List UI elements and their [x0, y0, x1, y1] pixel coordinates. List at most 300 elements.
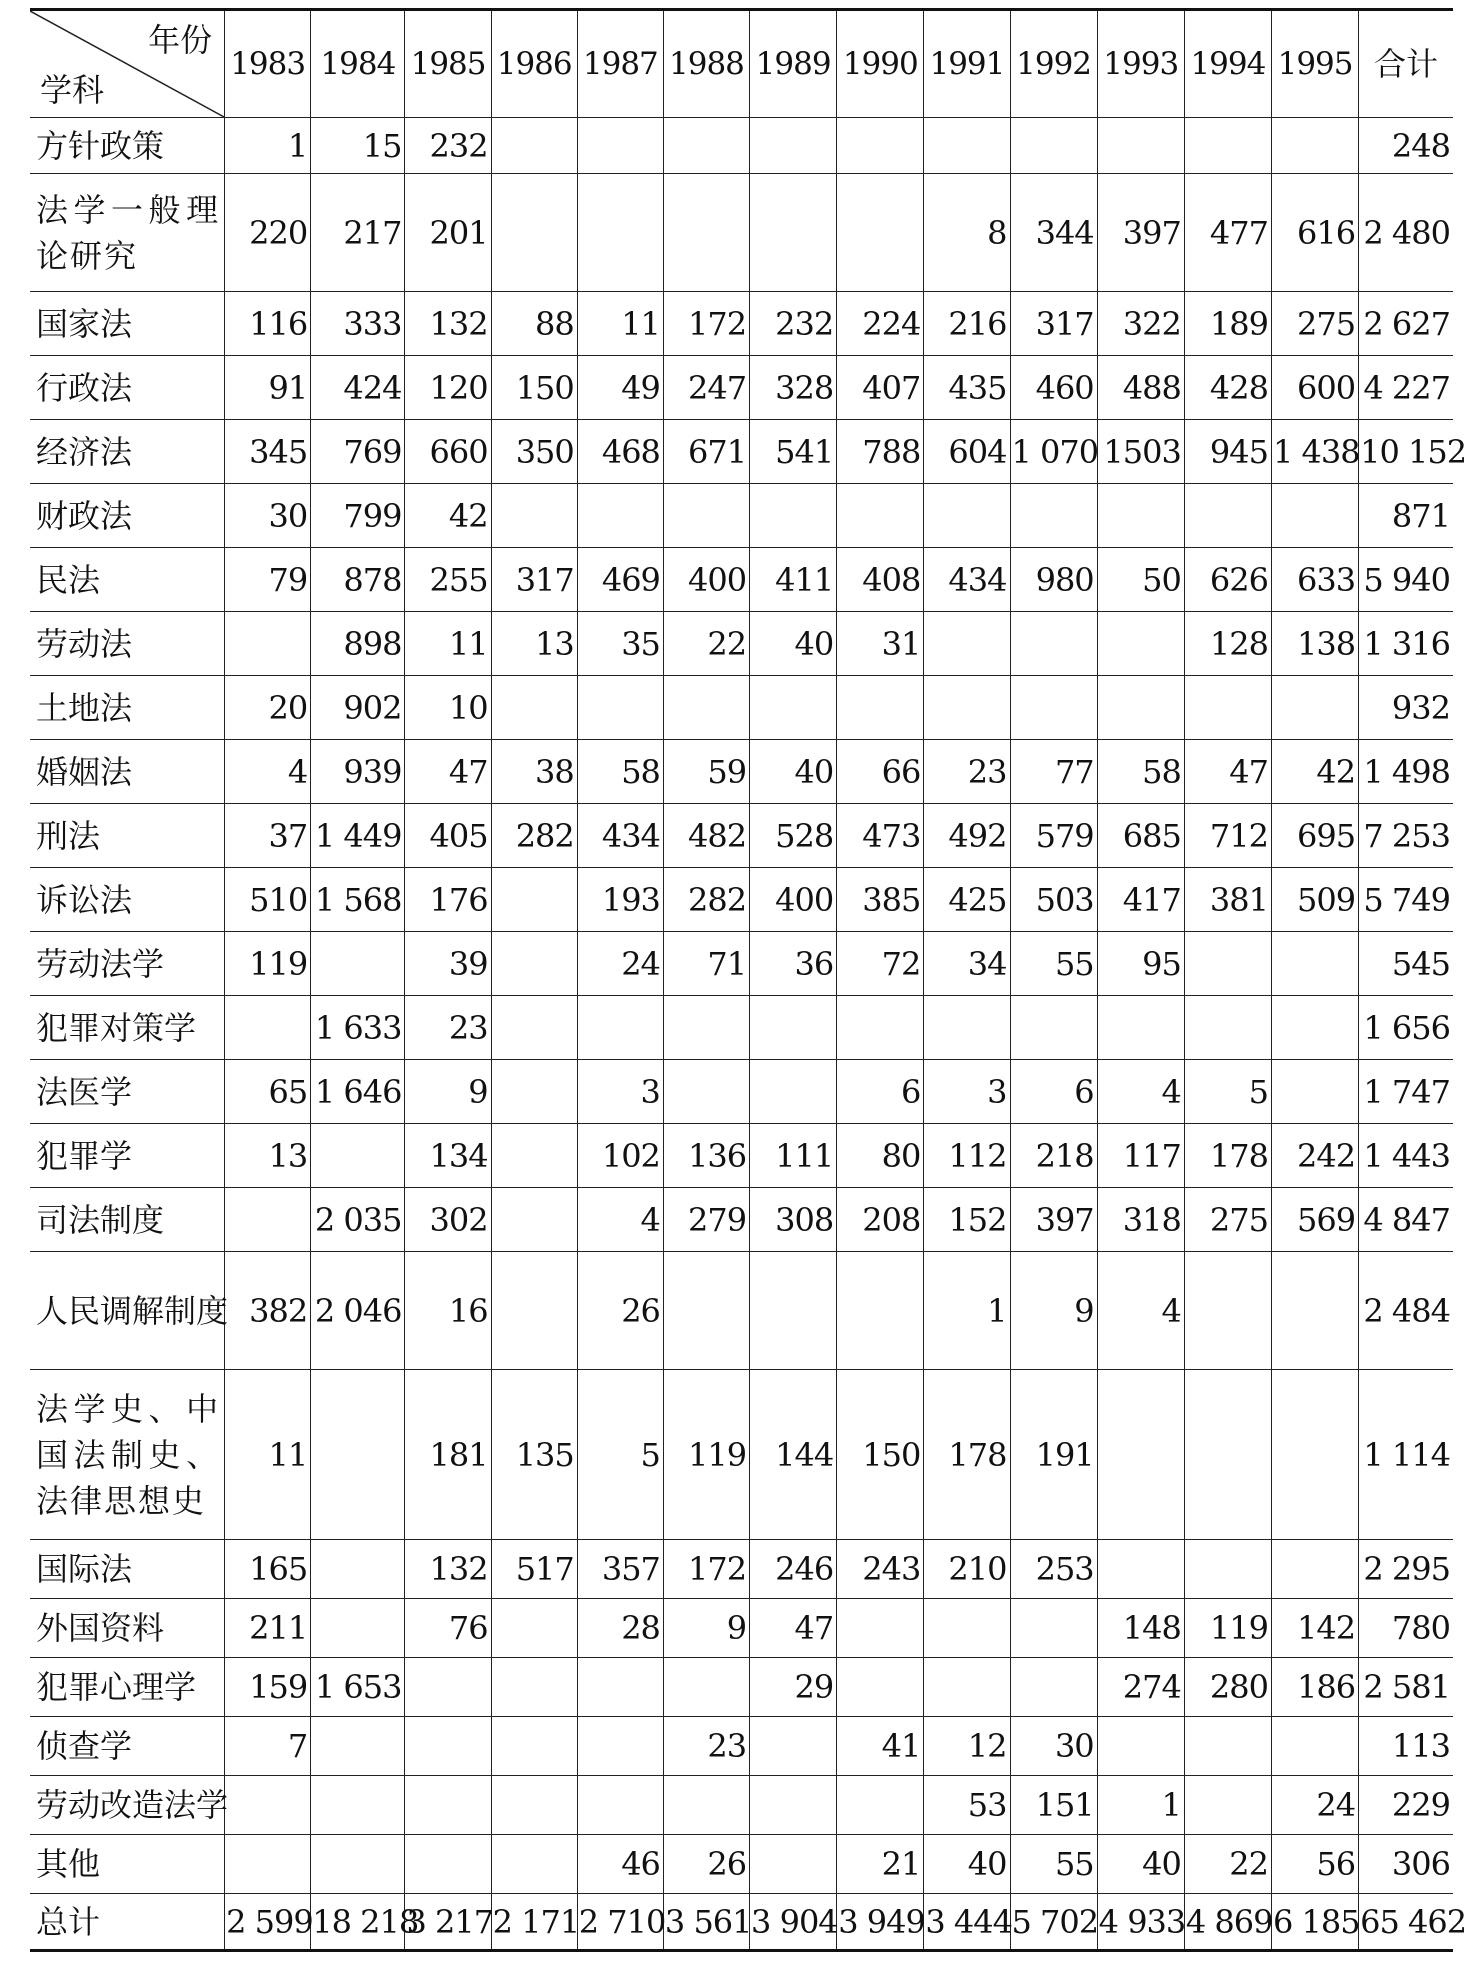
value-cell: 1 — [225, 118, 311, 174]
year-header: 1987 — [577, 10, 663, 118]
row-total-cell: 5 749 — [1359, 868, 1453, 932]
subject-cell: 犯罪对策学 — [30, 996, 225, 1060]
value-cell: 13 — [491, 612, 577, 676]
table-body — [30, 118, 1467, 1894]
value-cell — [577, 174, 663, 292]
table-row — [30, 804, 1453, 868]
value-cell: 151 — [1010, 1776, 1097, 1835]
value-cell: 159 — [225, 1658, 311, 1717]
value-cell: 503 — [1010, 868, 1097, 932]
subject-cell: 犯罪心理学 — [30, 1658, 225, 1717]
value-cell: 46 — [577, 1835, 663, 1894]
value-cell — [577, 676, 663, 740]
value-cell: 21 — [837, 1835, 924, 1894]
value-cell: 95 — [1097, 932, 1184, 996]
value-cell: 509 — [1271, 868, 1358, 932]
value-cell: 408 — [837, 548, 924, 612]
value-cell: 142 — [1271, 1599, 1358, 1658]
grand-total-value: 4 933 — [1097, 1894, 1184, 1951]
value-cell: 695 — [1271, 804, 1358, 868]
grand-total-value: 3 561 — [663, 1894, 749, 1951]
value-cell: 8 — [924, 174, 1010, 292]
value-cell — [491, 484, 577, 548]
corner-header-cell — [30, 10, 225, 118]
value-cell: 208 — [837, 1188, 924, 1252]
value-cell: 49 — [577, 356, 663, 420]
value-cell: 435 — [924, 356, 1010, 420]
table-row — [30, 1776, 1453, 1835]
subject-cell: 其他 — [30, 1835, 225, 1894]
grand-total-value: 4 869 — [1184, 1894, 1271, 1951]
value-cell — [1271, 932, 1358, 996]
value-cell: 224 — [837, 292, 924, 356]
value-cell — [491, 932, 577, 996]
value-cell — [837, 1776, 924, 1835]
value-cell: 6 — [837, 1060, 924, 1124]
value-cell: 302 — [405, 1188, 491, 1252]
value-cell — [1271, 676, 1358, 740]
grand-total-value: 3 444 — [924, 1894, 1010, 1951]
value-cell — [405, 1717, 491, 1776]
value-cell: 59 — [663, 740, 749, 804]
value-cell: 20 — [225, 676, 311, 740]
value-cell — [750, 676, 837, 740]
value-cell — [311, 1717, 405, 1776]
table-row — [30, 1717, 1453, 1776]
value-cell: 232 — [750, 292, 837, 356]
value-cell: 246 — [750, 1540, 837, 1599]
value-cell: 55 — [1010, 1835, 1097, 1894]
value-cell: 9 — [405, 1060, 491, 1124]
value-cell — [311, 1776, 405, 1835]
value-cell — [663, 174, 749, 292]
value-cell — [491, 1776, 577, 1835]
value-cell: 424 — [311, 356, 405, 420]
value-cell: 434 — [577, 804, 663, 868]
value-cell: 381 — [1184, 868, 1271, 932]
value-cell — [1184, 1252, 1271, 1370]
value-cell: 317 — [491, 548, 577, 612]
subject-cell: 婚姻法 — [30, 740, 225, 804]
corner-subject-label: 学科 — [40, 71, 105, 109]
value-cell: 488 — [1097, 356, 1184, 420]
value-cell: 4 — [1097, 1252, 1184, 1370]
value-cell: 317 — [1010, 292, 1097, 356]
value-cell — [491, 1658, 577, 1717]
subject-cell: 国家法 — [30, 292, 225, 356]
value-cell: 482 — [663, 804, 749, 868]
value-cell — [1184, 676, 1271, 740]
value-cell: 473 — [837, 804, 924, 868]
value-cell — [750, 118, 837, 174]
value-cell: 134 — [405, 1124, 491, 1188]
value-cell — [1271, 996, 1358, 1060]
subject-cell: 经济法 — [30, 420, 225, 484]
value-cell: 11 — [225, 1370, 311, 1540]
value-cell: 344 — [1010, 174, 1097, 292]
table-row — [30, 932, 1453, 996]
grand-total-sum: 65 462 — [1359, 1894, 1453, 1951]
value-cell: 13 — [225, 1124, 311, 1188]
row-total-cell: 306 — [1359, 1835, 1453, 1894]
value-cell — [491, 676, 577, 740]
value-cell: 58 — [577, 740, 663, 804]
value-cell — [491, 174, 577, 292]
table-row — [30, 1124, 1453, 1188]
value-cell: 279 — [663, 1188, 749, 1252]
value-cell — [1097, 1717, 1184, 1776]
value-cell: 41 — [837, 1717, 924, 1776]
value-cell: 939 — [311, 740, 405, 804]
value-cell: 382 — [225, 1252, 311, 1370]
grand-total-row — [30, 1894, 1453, 1951]
table-row — [30, 1060, 1453, 1124]
value-cell: 2 046 — [311, 1252, 405, 1370]
value-cell — [491, 1124, 577, 1188]
value-cell — [1184, 484, 1271, 548]
value-cell — [750, 1060, 837, 1124]
year-header: 1993 — [1097, 10, 1184, 118]
value-cell — [1097, 612, 1184, 676]
value-cell: 186 — [1271, 1658, 1358, 1717]
year-header: 1995 — [1271, 10, 1358, 118]
value-cell: 40 — [924, 1835, 1010, 1894]
value-cell: 220 — [225, 174, 311, 292]
subject-cell: 诉讼法 — [30, 868, 225, 932]
row-total-cell: 1 443 — [1359, 1124, 1453, 1188]
row-total-cell: 545 — [1359, 932, 1453, 996]
value-cell — [1097, 996, 1184, 1060]
value-cell: 172 — [663, 1540, 749, 1599]
value-cell: 144 — [750, 1370, 837, 1540]
value-cell: 42 — [1271, 740, 1358, 804]
row-total-cell: 1 498 — [1359, 740, 1453, 804]
value-cell — [837, 1658, 924, 1717]
value-cell — [663, 1658, 749, 1717]
value-cell: 469 — [577, 548, 663, 612]
subject-cell: 行政法 — [30, 356, 225, 420]
value-cell: 47 — [1184, 740, 1271, 804]
value-cell: 76 — [405, 1599, 491, 1658]
value-cell: 77 — [1010, 740, 1097, 804]
value-cell — [491, 1252, 577, 1370]
row-total-cell: 2 480 — [1359, 174, 1453, 292]
value-cell: 117 — [1097, 1124, 1184, 1188]
value-cell: 50 — [1097, 548, 1184, 612]
value-cell: 178 — [924, 1370, 1010, 1540]
table-row — [30, 868, 1453, 932]
year-header: 1992 — [1010, 10, 1097, 118]
value-cell — [1010, 484, 1097, 548]
value-cell: 3 — [924, 1060, 1010, 1124]
value-cell: 112 — [924, 1124, 1010, 1188]
value-cell: 405 — [405, 804, 491, 868]
value-cell: 242 — [1271, 1124, 1358, 1188]
value-cell — [311, 1540, 405, 1599]
value-cell: 12 — [924, 1717, 1010, 1776]
value-cell: 31 — [837, 612, 924, 676]
statistics-table-container — [30, 8, 1467, 1952]
table-row — [30, 174, 1453, 292]
value-cell: 2 035 — [311, 1188, 405, 1252]
value-cell: 217 — [311, 174, 405, 292]
value-cell: 510 — [225, 868, 311, 932]
value-cell — [577, 996, 663, 1060]
value-cell — [311, 1370, 405, 1540]
value-cell: 132 — [405, 1540, 491, 1599]
value-cell — [750, 1835, 837, 1894]
value-cell: 24 — [1271, 1776, 1358, 1835]
table-row — [30, 676, 1453, 740]
value-cell — [405, 1776, 491, 1835]
value-cell — [577, 484, 663, 548]
value-cell: 275 — [1271, 292, 1358, 356]
row-total-cell: 2 484 — [1359, 1252, 1453, 1370]
value-cell — [1271, 1540, 1358, 1599]
value-cell — [837, 1252, 924, 1370]
value-cell: 66 — [837, 740, 924, 804]
subject-cell: 国际法 — [30, 1540, 225, 1599]
value-cell: 397 — [1097, 174, 1184, 292]
value-cell — [663, 1776, 749, 1835]
value-cell: 397 — [1010, 1188, 1097, 1252]
value-cell: 468 — [577, 420, 663, 484]
value-cell: 407 — [837, 356, 924, 420]
year-header: 1990 — [837, 10, 924, 118]
table-row — [30, 996, 1453, 1060]
table-row — [30, 292, 1453, 356]
value-cell: 253 — [1010, 1540, 1097, 1599]
value-cell: 28 — [577, 1599, 663, 1658]
value-cell: 39 — [405, 932, 491, 996]
value-cell — [837, 118, 924, 174]
value-cell: 4 — [225, 740, 311, 804]
value-cell: 945 — [1184, 420, 1271, 484]
subject-cell: 劳动改造法学 — [30, 1776, 225, 1835]
value-cell: 4 — [1097, 1060, 1184, 1124]
row-total-cell: 2 627 — [1359, 292, 1453, 356]
value-cell: 255 — [405, 548, 491, 612]
value-cell: 29 — [750, 1658, 837, 1717]
value-cell: 626 — [1184, 548, 1271, 612]
subject-cell: 刑法 — [30, 804, 225, 868]
value-cell: 274 — [1097, 1658, 1184, 1717]
value-cell: 308 — [750, 1188, 837, 1252]
grand-total-value: 3 904 — [750, 1894, 837, 1951]
header-row — [30, 10, 1453, 118]
value-cell — [1271, 1252, 1358, 1370]
table-row — [30, 740, 1453, 804]
table-row — [30, 118, 1453, 174]
value-cell: 1 646 — [311, 1060, 405, 1124]
row-total-cell: 1 747 — [1359, 1060, 1453, 1124]
value-cell: 189 — [1184, 292, 1271, 356]
value-cell: 318 — [1097, 1188, 1184, 1252]
value-cell — [577, 1776, 663, 1835]
value-cell — [750, 1252, 837, 1370]
value-cell: 980 — [1010, 548, 1097, 612]
row-total-cell: 1 316 — [1359, 612, 1453, 676]
value-cell: 322 — [1097, 292, 1184, 356]
value-cell — [1010, 1599, 1097, 1658]
row-total-cell: 2 581 — [1359, 1658, 1453, 1717]
grand-total-value: 3 949 — [837, 1894, 924, 1951]
table-row — [30, 548, 1453, 612]
value-cell — [1010, 1658, 1097, 1717]
value-cell: 15 — [311, 118, 405, 174]
value-cell — [1184, 1776, 1271, 1835]
value-cell — [1184, 996, 1271, 1060]
value-cell: 328 — [750, 356, 837, 420]
value-cell — [1184, 1540, 1271, 1599]
value-cell: 172 — [663, 292, 749, 356]
subject-cell: 侦查学 — [30, 1717, 225, 1776]
value-cell: 119 — [225, 932, 311, 996]
value-cell: 102 — [577, 1124, 663, 1188]
value-cell: 24 — [577, 932, 663, 996]
law-publications-table — [30, 8, 1467, 1952]
value-cell: 428 — [1184, 356, 1271, 420]
value-cell: 119 — [663, 1370, 749, 1540]
value-cell — [663, 1252, 749, 1370]
value-cell: 135 — [491, 1370, 577, 1540]
value-cell: 685 — [1097, 804, 1184, 868]
value-cell: 42 — [405, 484, 491, 548]
year-header: 1994 — [1184, 10, 1271, 118]
value-cell: 243 — [837, 1540, 924, 1599]
value-cell: 16 — [405, 1252, 491, 1370]
value-cell: 411 — [750, 548, 837, 612]
year-header: 1988 — [663, 10, 749, 118]
value-cell: 120 — [405, 356, 491, 420]
value-cell — [1010, 996, 1097, 1060]
table-row — [30, 1370, 1453, 1540]
value-cell: 55 — [1010, 932, 1097, 996]
value-cell: 3 — [577, 1060, 663, 1124]
value-cell: 47 — [405, 740, 491, 804]
value-cell: 282 — [663, 868, 749, 932]
table-row — [30, 1188, 1453, 1252]
value-cell — [663, 676, 749, 740]
value-cell: 275 — [1184, 1188, 1271, 1252]
value-cell — [1097, 1370, 1184, 1540]
table-row — [30, 484, 1453, 548]
value-cell — [1184, 1370, 1271, 1540]
value-cell — [1271, 1370, 1358, 1540]
value-cell: 150 — [837, 1370, 924, 1540]
value-cell: 58 — [1097, 740, 1184, 804]
value-cell — [311, 1124, 405, 1188]
value-cell: 633 — [1271, 548, 1358, 612]
value-cell — [1097, 676, 1184, 740]
value-cell — [1271, 484, 1358, 548]
value-cell — [491, 118, 577, 174]
value-cell: 1 438 — [1271, 420, 1358, 484]
value-cell — [1184, 118, 1271, 174]
row-total-cell: 248 — [1359, 118, 1453, 174]
value-cell — [837, 484, 924, 548]
value-cell: 7 — [225, 1717, 311, 1776]
value-cell: 5 — [577, 1370, 663, 1540]
value-cell: 1 653 — [311, 1658, 405, 1717]
value-cell — [924, 612, 1010, 676]
row-total-cell: 1 656 — [1359, 996, 1453, 1060]
row-total-cell: 4 847 — [1359, 1188, 1453, 1252]
value-cell: 191 — [1010, 1370, 1097, 1540]
value-cell: 138 — [1271, 612, 1358, 676]
value-cell — [924, 1658, 1010, 1717]
subject-cell: 法学史、中国法制史、法律思想史 — [30, 1370, 225, 1540]
value-cell: 165 — [225, 1540, 311, 1599]
value-cell: 616 — [1271, 174, 1358, 292]
value-cell: 72 — [837, 932, 924, 996]
value-cell: 88 — [491, 292, 577, 356]
value-cell — [491, 996, 577, 1060]
value-cell: 11 — [577, 292, 663, 356]
value-cell: 216 — [924, 292, 1010, 356]
value-cell: 65 — [225, 1060, 311, 1124]
subject-cell: 人民调解制度 — [30, 1252, 225, 1370]
row-total-cell: 871 — [1359, 484, 1453, 548]
value-cell — [491, 1835, 577, 1894]
value-cell: 23 — [663, 1717, 749, 1776]
value-cell: 528 — [750, 804, 837, 868]
value-cell: 22 — [663, 612, 749, 676]
row-total-cell: 2 295 — [1359, 1540, 1453, 1599]
value-cell — [491, 1599, 577, 1658]
value-cell: 385 — [837, 868, 924, 932]
value-cell: 1 — [924, 1252, 1010, 1370]
table-row — [30, 612, 1453, 676]
grand-total-value: 2 599 — [225, 1894, 311, 1951]
value-cell: 30 — [225, 484, 311, 548]
value-cell: 788 — [837, 420, 924, 484]
value-cell — [577, 1717, 663, 1776]
value-cell — [924, 484, 1010, 548]
value-cell: 79 — [225, 548, 311, 612]
value-cell: 37 — [225, 804, 311, 868]
value-cell: 128 — [1184, 612, 1271, 676]
row-total-cell: 7 253 — [1359, 804, 1453, 868]
value-cell — [311, 1835, 405, 1894]
value-cell — [1271, 118, 1358, 174]
value-cell — [405, 1658, 491, 1717]
value-cell — [750, 174, 837, 292]
value-cell: 210 — [924, 1540, 1010, 1599]
value-cell: 116 — [225, 292, 311, 356]
value-cell: 434 — [924, 548, 1010, 612]
value-cell: 425 — [924, 868, 1010, 932]
value-cell: 1503 — [1097, 420, 1184, 484]
row-total-cell: 4 227 — [1359, 356, 1453, 420]
subject-cell: 财政法 — [30, 484, 225, 548]
value-cell — [1097, 118, 1184, 174]
value-cell — [1010, 118, 1097, 174]
subject-cell: 法医学 — [30, 1060, 225, 1124]
value-cell: 232 — [405, 118, 491, 174]
value-cell: 38 — [491, 740, 577, 804]
value-cell: 460 — [1010, 356, 1097, 420]
value-cell: 132 — [405, 292, 491, 356]
value-cell: 6 — [1010, 1060, 1097, 1124]
value-cell — [1271, 1717, 1358, 1776]
value-cell: 9 — [663, 1599, 749, 1658]
subject-cell: 劳动法 — [30, 612, 225, 676]
value-cell — [750, 996, 837, 1060]
subject-cell: 劳动法学 — [30, 932, 225, 996]
value-cell: 150 — [491, 356, 577, 420]
value-cell: 47 — [750, 1599, 837, 1658]
